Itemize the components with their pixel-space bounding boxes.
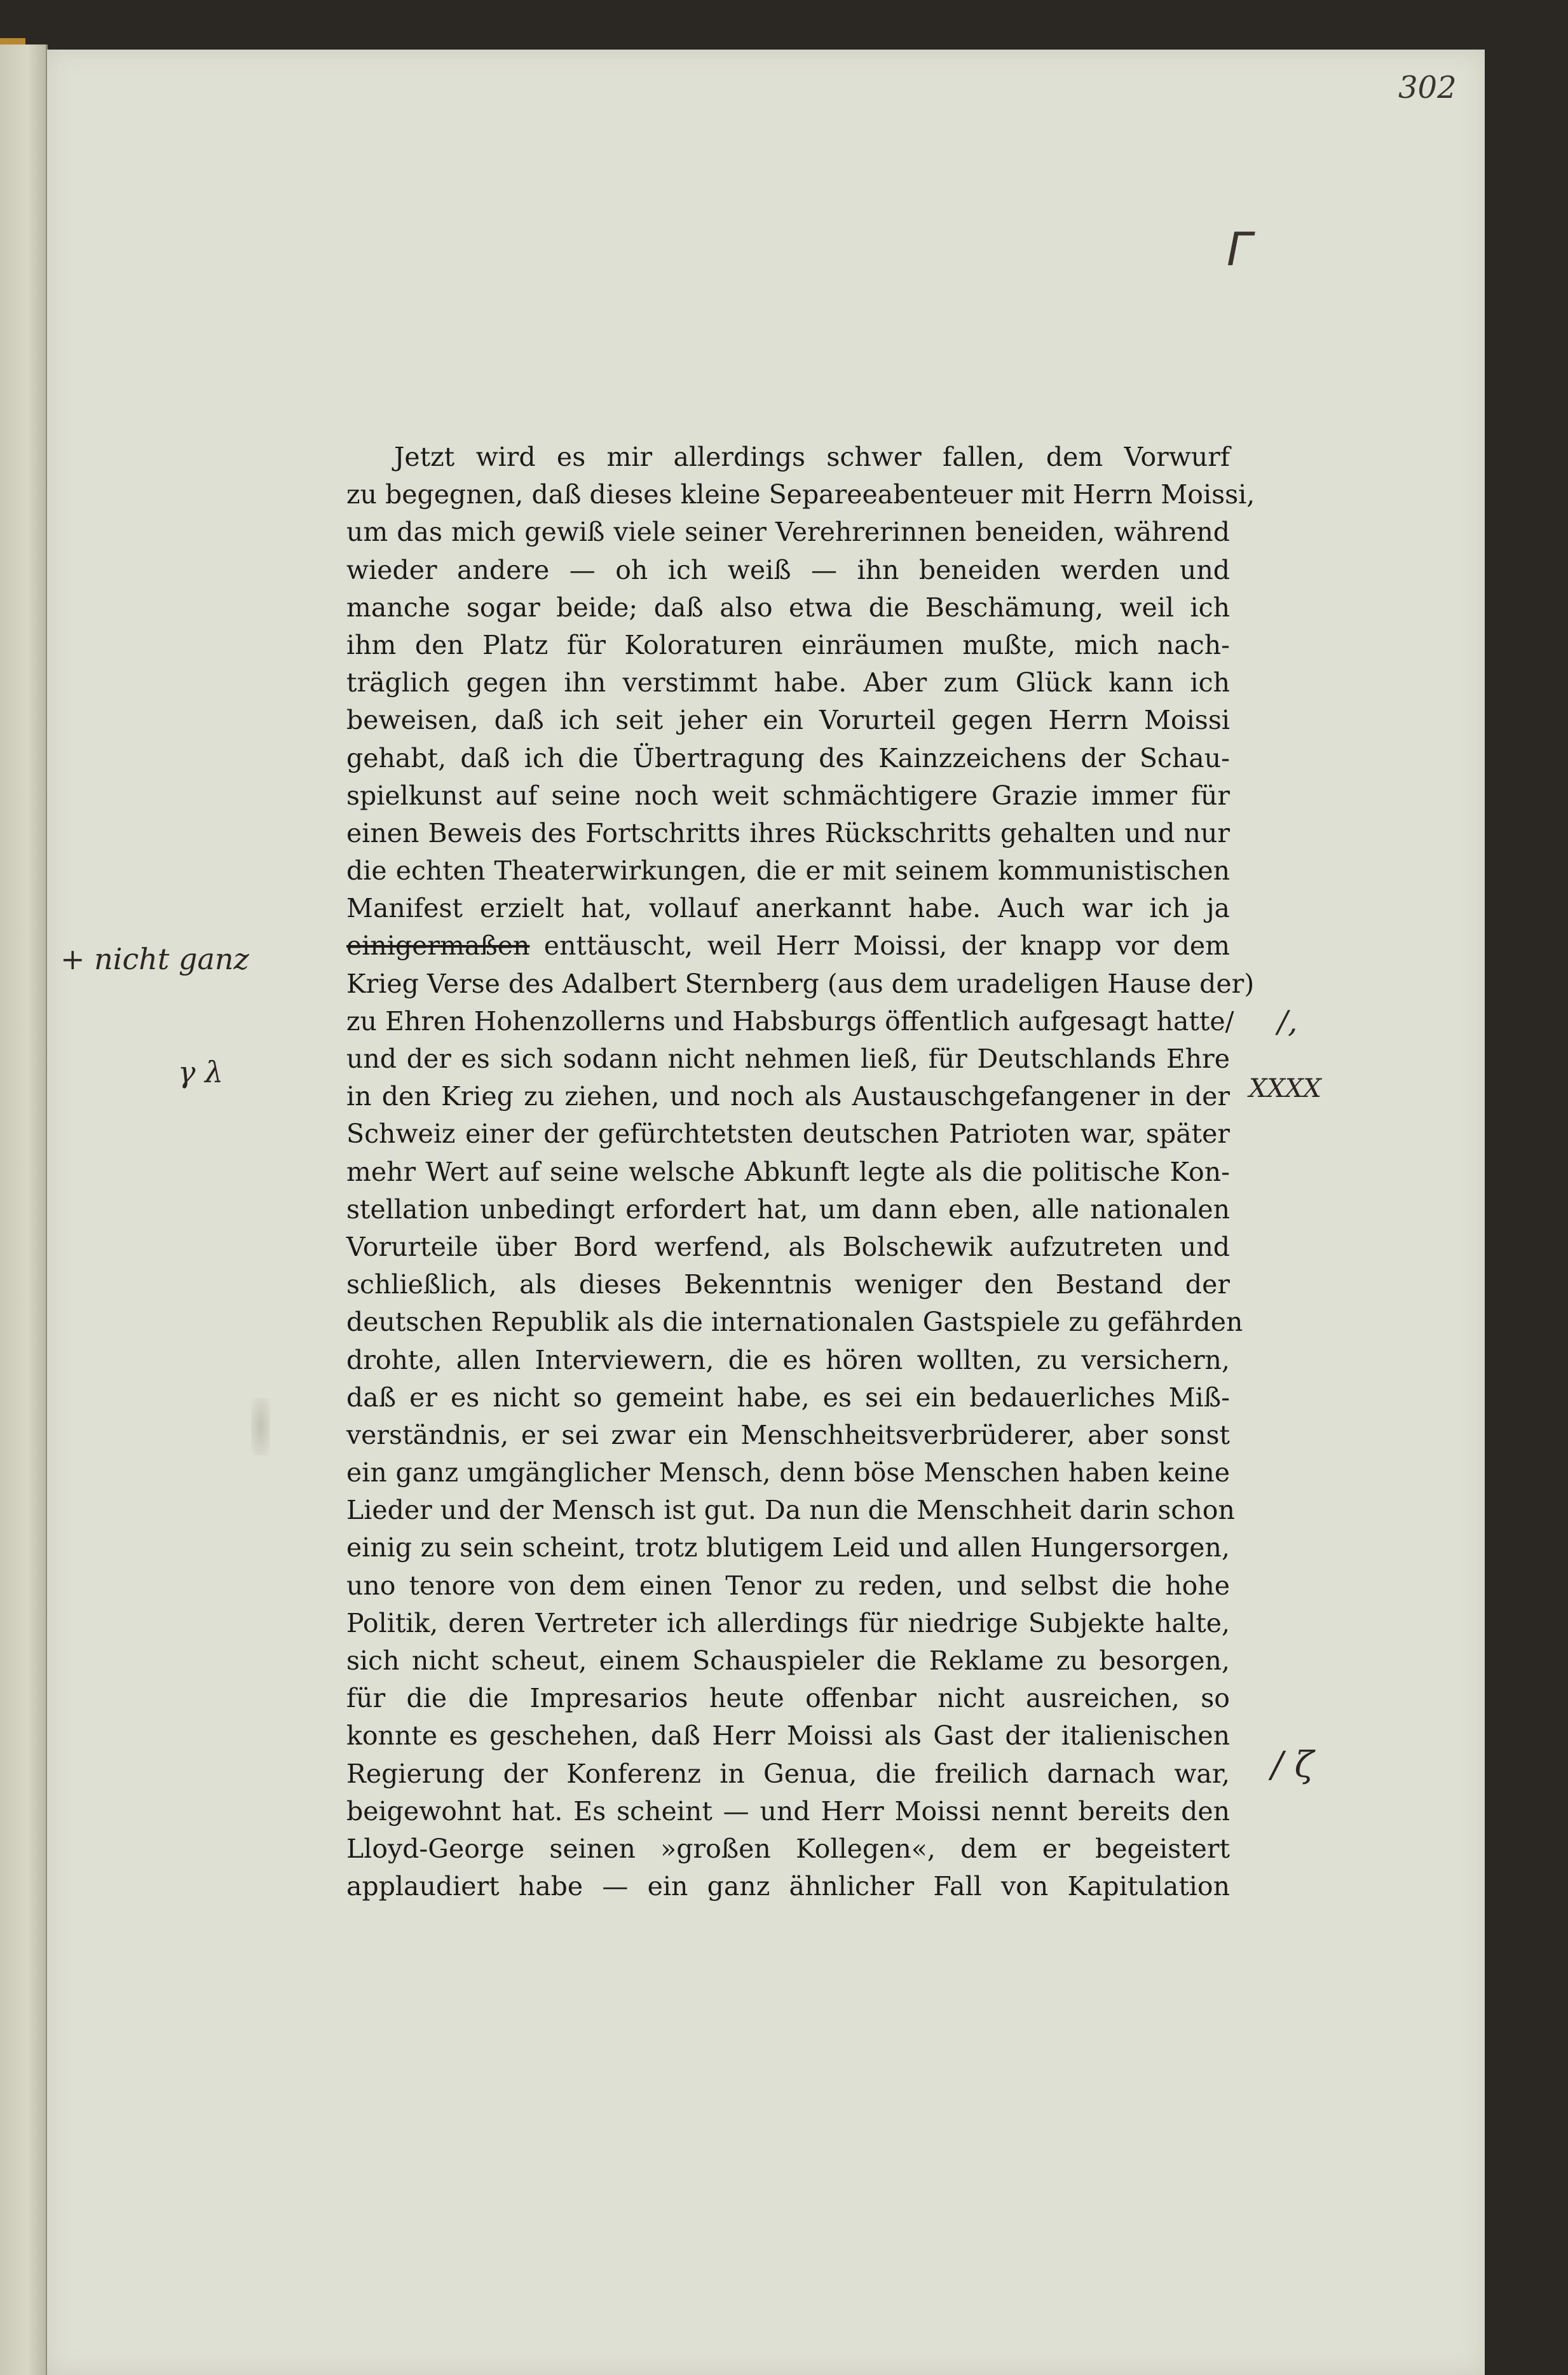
text-line: und der es sich sodann nicht nehmen ließ, für Deutschlands Ehre: [346, 1044, 1230, 1074]
corner-mark: Γ: [1227, 222, 1253, 276]
text-line: einen Beweis des Fortschritts ihres Rückschritts gehalten und nur: [346, 817, 1230, 848]
text-line: wieder andere — oh ich weiß — ihn beneiden werden und: [346, 554, 1230, 585]
text-line: Schweiz einer der gefürchtetsten deutschen Patrioten war, später: [346, 1119, 1230, 1150]
text-line: Krieg Verse des Adalbert Sternberg (aus dem uradeligen Hause der): [346, 968, 1255, 999]
text-line: beweisen, daß ich seit jeher ein Vorurteil gegen Herrn Moissi: [346, 705, 1230, 736]
text-line: zu begegnen, daß dieses kleine Separeeabenteuer mit Herrn Moissi,: [346, 479, 1255, 510]
text-line: Regierung der Konferenz in Genua, die freilich darnach war,: [346, 1758, 1230, 1789]
text-line-rest: enttäuscht, weil Herr Moissi, der knapp vor dem: [529, 930, 1230, 962]
margin-note-left-correction: + nicht ganz: [60, 942, 249, 976]
text-line: spielkunst auf seine noch weit schmächtigere Grazie immer für: [346, 780, 1230, 811]
margin-note-left-mark: γ λ: [178, 1055, 224, 1089]
text-line-with-strike: [346, 927, 1230, 965]
text-line: drohte, allen Interviewern, die es hören wollten, zu versichern,: [346, 1344, 1230, 1375]
body-paragraph: [346, 439, 1255, 1905]
margin-note-right-mark: /,: [1278, 1004, 1298, 1040]
text-line: zu Ehren Hohenzollerns und Habsburgs öffentlich aufgesagt hatte/: [346, 1005, 1234, 1037]
text-line: ihm den Platz für Koloraturen einräumen mußte, mich nach-: [346, 629, 1230, 660]
text-line: Jetzt wird es mir allerdings schwer fallen, dem Vorwurf: [394, 442, 1230, 472]
text-line: beigewohnt hat. Es scheint — und Herr Moissi nennt bereits den: [346, 1795, 1230, 1827]
paper-stain: [251, 1398, 270, 1455]
text-line: Manifest erzielt hat, vollauf anerkannt habe. Auch war ich ja: [346, 893, 1230, 924]
text-line: träglich gegen ihn verstimmt habe. Aber zum Glück kann ich: [346, 667, 1230, 698]
text-line: schließlich, als dieses Bekenntnis weniger den Bestand der: [346, 1269, 1230, 1300]
text-line: manche sogar beide; daß also etwa die Beschämung, weil ich: [346, 592, 1230, 623]
text-line: mehr Wert auf seine welsche Abkunft legte als die politische Kon-: [346, 1156, 1230, 1187]
text-line: verständnis, er sei zwar ein Menschheitsverbrüderer, aber sonst: [346, 1419, 1230, 1450]
text-line: sich nicht scheut, einem Schauspieler die Reklame zu besorgen,: [346, 1645, 1230, 1676]
text-line: deutschen Republik als die internationalen Gastspiele zu gefährden: [346, 1307, 1243, 1338]
page-number: 302: [1398, 70, 1457, 105]
text-line: konnte es geschehen, daß Herr Moissi als Gast der italienischen: [346, 1720, 1230, 1752]
text-line: für die die Impresarios heute offenbar nicht ausreichen, so: [346, 1683, 1230, 1714]
text-line: Politik, deren Vertreter ich allerdings für niedrige Subjekte halte,: [346, 1607, 1230, 1638]
text-line: Lieder und der Mensch ist gut. Da nun die Menschheit darin schon: [346, 1495, 1235, 1526]
text-line: stellation unbedingt erfordert hat, um dann eben, alle nationalen: [346, 1194, 1230, 1225]
text-line: daß er es nicht so gemeint habe, es sei ein bedauerliches Miß-: [346, 1382, 1230, 1413]
left-page-edge: [0, 44, 48, 2375]
text-line: um das mich gewiß viele seiner Verehrerinnen beneiden, während: [346, 517, 1230, 548]
text-line: die echten Theaterwirkungen, die er mit seinem kommunistischen: [346, 855, 1230, 887]
text-line: Lloyd-George seinen »großen Kollegen«, dem er begeistert: [346, 1833, 1230, 1864]
margin-note-right-mark-lower: / ζ: [1271, 1745, 1314, 1786]
struck-word: einigermaßen: [346, 930, 530, 962]
text-line: in den Krieg zu ziehen, und noch als Austauschgefangener in der: [346, 1081, 1230, 1112]
text-line: ein ganz umgänglicher Mensch, denn böse Menschen haben keine: [346, 1457, 1230, 1488]
text-line: gehabt, daß ich die Übertragung des Kainzzeichens der Schau-: [346, 742, 1230, 773]
margin-note-right-scribble: XXXX: [1249, 1074, 1321, 1103]
text-line: Vorurteile über Bord werfend, als Bolschewik aufzutreten und: [346, 1231, 1230, 1262]
text-line: uno tenore von dem einen Tenor zu reden, und selbst die hohe: [346, 1570, 1230, 1601]
text-line: applaudiert habe — ein ganz ähnlicher Fall von Kapitulation: [346, 1871, 1230, 1902]
text-line: einig zu sein scheint, trotz blutigem Leid und allen Hungersorgen,: [346, 1532, 1230, 1563]
